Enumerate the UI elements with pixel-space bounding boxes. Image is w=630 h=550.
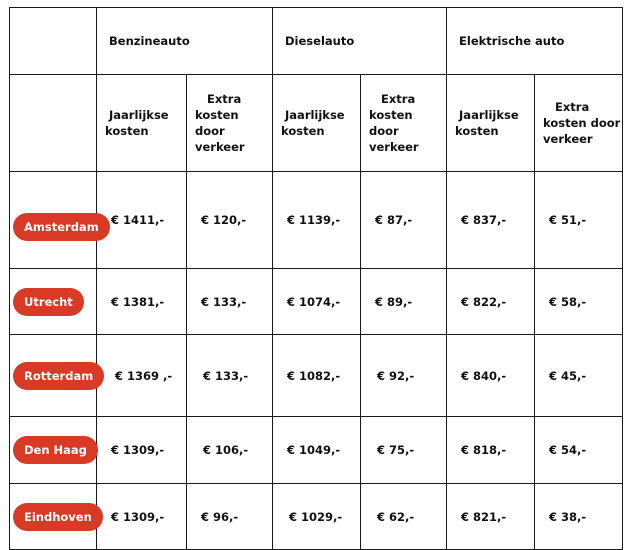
table-cell: € 1411,- bbox=[97, 172, 187, 269]
sub-header-line: kosten door bbox=[543, 116, 621, 130]
sub-header-extra-electric bbox=[535, 75, 623, 172]
sub-header-line: kosten bbox=[455, 124, 499, 138]
table-cell: € 1082,- bbox=[273, 335, 361, 417]
table-cell: € 54,- bbox=[535, 417, 623, 484]
sub-header-yearly-petrol bbox=[97, 75, 187, 172]
sub-header-yearly-diesel bbox=[273, 75, 361, 172]
table-cell: € 818,- bbox=[447, 417, 535, 484]
city-badge: Utrecht bbox=[13, 288, 84, 316]
city-cell bbox=[10, 172, 97, 269]
table-cell: € 92,- bbox=[361, 335, 447, 417]
table-cell: € 1029,- bbox=[273, 484, 361, 550]
empty-corner-cell bbox=[10, 8, 97, 75]
sub-header-line: verkeer bbox=[543, 132, 593, 146]
sub-header-line: kosten bbox=[281, 124, 325, 138]
table-cell: € 87,- bbox=[361, 172, 447, 269]
group-header-diesel: Dieselauto bbox=[273, 8, 447, 75]
empty-sub-corner-cell bbox=[10, 75, 97, 172]
table-cell: € 1369 ,- bbox=[97, 335, 187, 417]
sub-header-line: kosten door bbox=[369, 108, 413, 138]
city-badge: Amsterdam bbox=[13, 213, 110, 241]
cost-table bbox=[9, 7, 623, 550]
table-cell: € 837,- bbox=[447, 172, 535, 269]
table-row bbox=[10, 484, 623, 550]
table-cell: € 89,- bbox=[361, 269, 447, 335]
table-cell: € 840,- bbox=[447, 335, 535, 417]
table-cell: € 821,- bbox=[447, 484, 535, 550]
sub-header-line: Jaarlijkse bbox=[109, 108, 169, 122]
table-cell: € 1049,- bbox=[273, 417, 361, 484]
sub-header-line: kosten bbox=[105, 124, 149, 138]
sub-header-line: Jaarlijkse bbox=[285, 108, 345, 122]
table-cell: € 75,- bbox=[361, 417, 447, 484]
sub-header-row bbox=[10, 75, 623, 172]
city-cell bbox=[10, 335, 97, 417]
sub-header-line: verkeer bbox=[369, 140, 419, 154]
table-cell: € 133,- bbox=[187, 335, 273, 417]
sub-header-line: Extra bbox=[555, 100, 590, 114]
table-cell: € 62,- bbox=[361, 484, 447, 550]
group-header-row bbox=[10, 8, 623, 75]
city-cell bbox=[10, 484, 97, 550]
table-cell: € 45,- bbox=[535, 335, 623, 417]
sub-header-line: kosten door bbox=[195, 108, 239, 138]
sub-header-yearly-electric bbox=[447, 75, 535, 172]
table-cell: € 120,- bbox=[187, 172, 273, 269]
table-cell: € 96,- bbox=[187, 484, 273, 550]
table-row bbox=[10, 417, 623, 484]
table-row bbox=[10, 335, 623, 417]
city-badge: Eindhoven bbox=[13, 503, 103, 531]
table-cell: € 1309,- bbox=[97, 484, 187, 550]
table-cell: € 1139,- bbox=[273, 172, 361, 269]
table-cell: € 1074,- bbox=[273, 269, 361, 335]
table-cell: € 106,- bbox=[187, 417, 273, 484]
table-cell: € 1309,- bbox=[97, 417, 187, 484]
sub-header-extra-petrol bbox=[187, 75, 273, 172]
city-cell bbox=[10, 269, 97, 335]
sub-header-line: Jaarlijkse bbox=[459, 108, 519, 122]
table-row bbox=[10, 172, 623, 269]
table-row bbox=[10, 269, 623, 335]
sub-header-line: Extra bbox=[207, 92, 242, 106]
table-cell: € 133,- bbox=[187, 269, 273, 335]
city-badge: Rotterdam bbox=[13, 362, 104, 390]
city-badge: Den Haag bbox=[13, 436, 98, 464]
group-header-electric: Elektrische auto bbox=[447, 8, 623, 75]
table-cell: € 1381,- bbox=[97, 269, 187, 335]
table-cell: € 58,- bbox=[535, 269, 623, 335]
table-cell: € 38,- bbox=[535, 484, 623, 550]
table-cell: € 822,- bbox=[447, 269, 535, 335]
group-header-petrol: Benzineauto bbox=[97, 8, 273, 75]
table-cell: € 51,- bbox=[535, 172, 623, 269]
city-cell bbox=[10, 417, 97, 484]
sub-header-line: Extra bbox=[381, 92, 416, 106]
sub-header-extra-diesel bbox=[361, 75, 447, 172]
sub-header-line: verkeer bbox=[195, 140, 245, 154]
